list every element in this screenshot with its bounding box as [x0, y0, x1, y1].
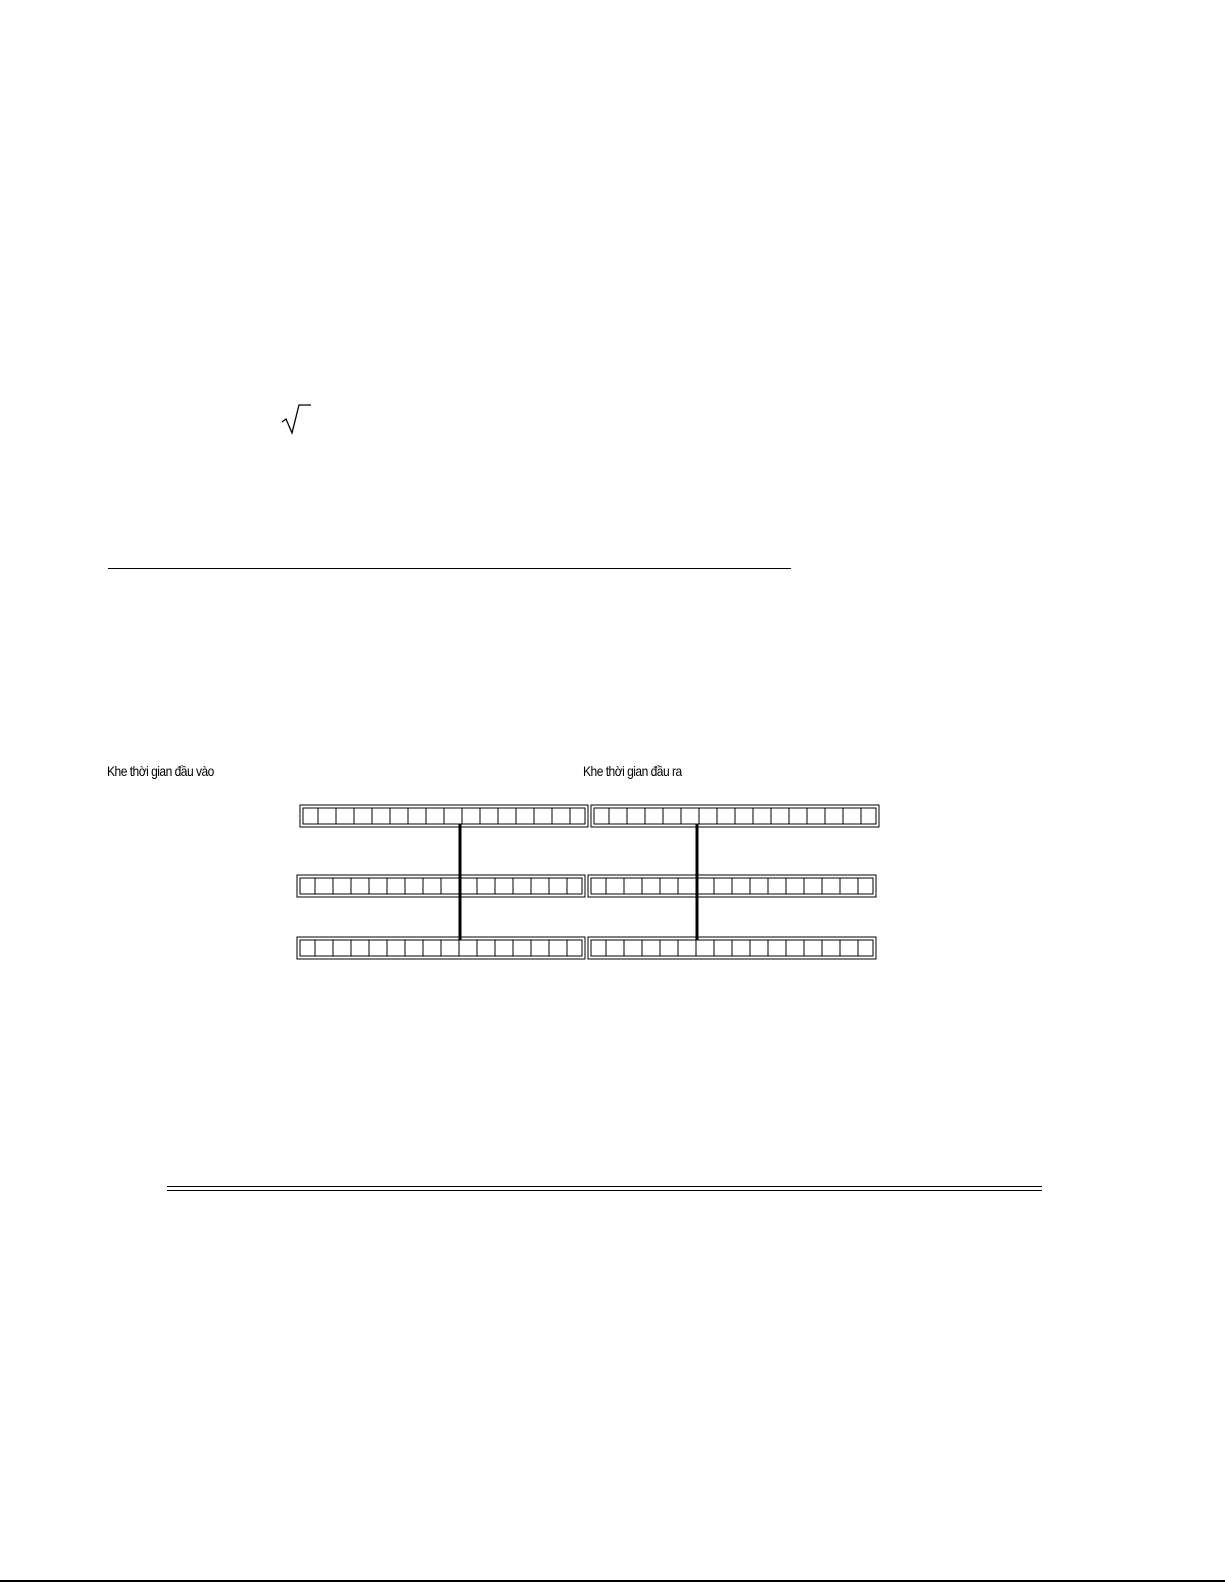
square-root-icon: [280, 400, 320, 440]
frame-row: [297, 937, 876, 959]
double-divider: [167, 1186, 1042, 1191]
output-time-slots-label: Khe thời gian đầu ra: [583, 763, 682, 779]
section-divider: [108, 568, 791, 569]
frame-row: [300, 805, 879, 827]
time-slot-diagram: [280, 790, 920, 970]
input-time-slots-label: Khe thời gian đầu vào: [107, 763, 214, 779]
page-bottom-rule: [0, 1580, 1225, 1582]
frame-row: [297, 875, 876, 897]
time-slot-frames: [280, 790, 920, 970]
